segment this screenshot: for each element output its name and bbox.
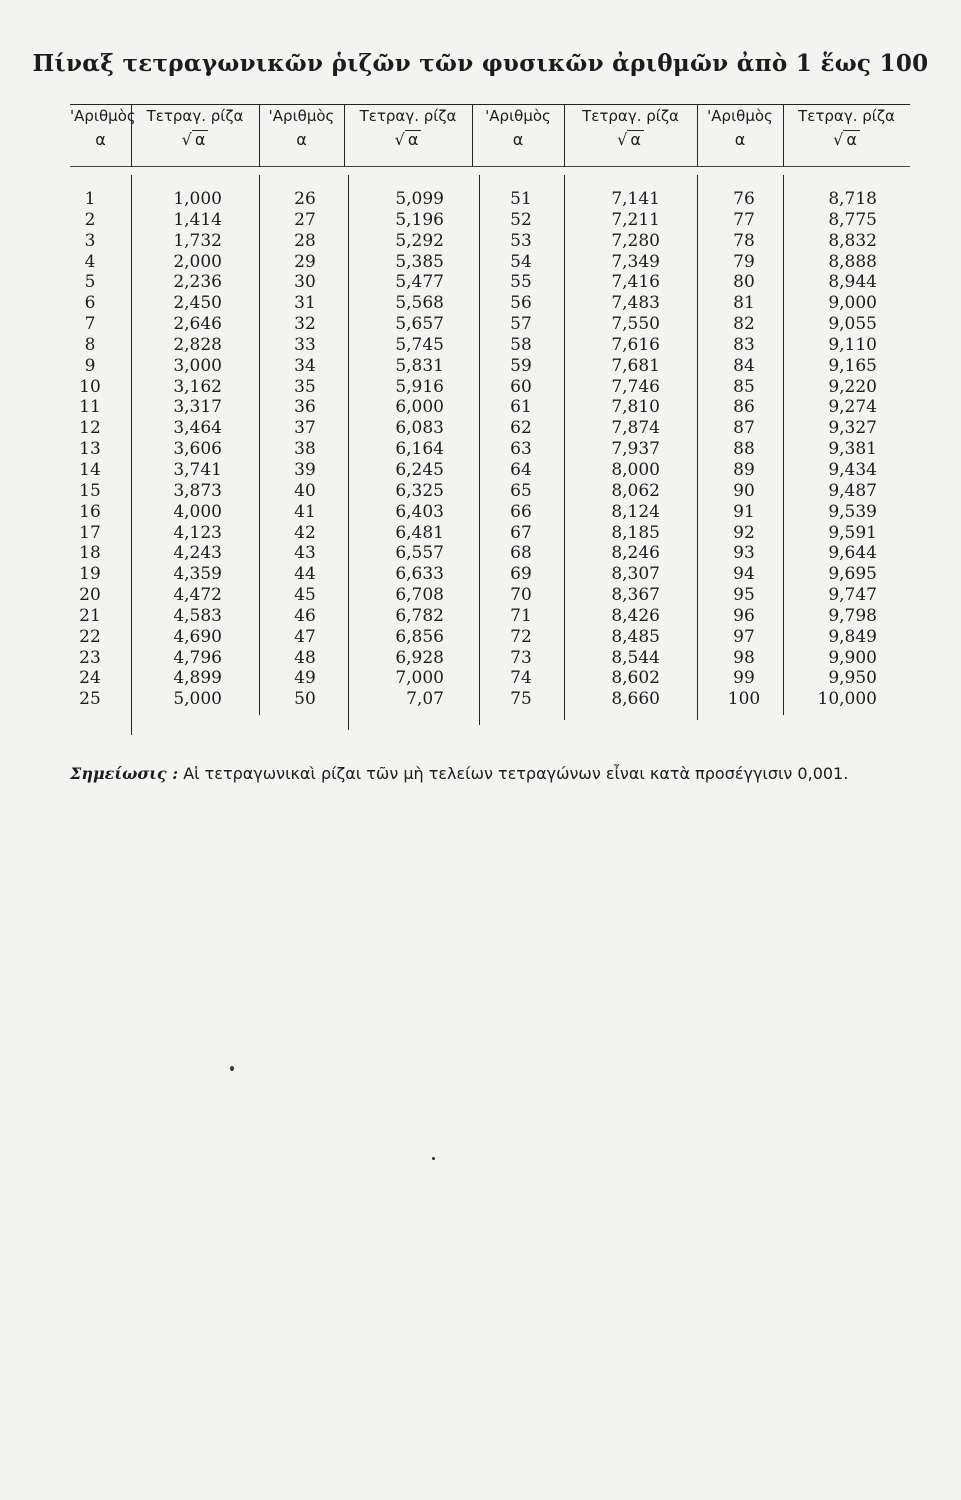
root-cell: 5,657 (395, 314, 444, 335)
root-column (372, 189, 444, 710)
number-cell: 41 (294, 501, 316, 522)
sqrt-symbol: √ α (564, 130, 697, 150)
root-cell: 7,550 (611, 314, 660, 335)
header-root (131, 106, 259, 164)
number-cell: 70 (510, 585, 532, 606)
footnote (70, 760, 920, 788)
number-cell: 9 (84, 355, 96, 376)
number-cell: 86 (733, 397, 755, 418)
root-cell: 7,141 (611, 189, 660, 209)
number-cell: 42 (294, 522, 316, 543)
number-cell: 88 (733, 439, 755, 460)
root-cell: 9,539 (828, 501, 877, 522)
root-cell: 3,317 (173, 397, 222, 418)
root-cell: 7,280 (611, 230, 660, 251)
header-number-label: 'Αριθμὸς (70, 107, 136, 125)
root-cell: 8,124 (611, 501, 660, 522)
root-cell: 9,900 (828, 647, 877, 668)
header-number (259, 106, 344, 164)
number-cell: 98 (733, 647, 755, 668)
number-cell: 65 (510, 480, 532, 501)
root-cell: 5,099 (395, 189, 444, 209)
number-cell: 84 (733, 355, 755, 376)
root-cell: 6,856 (395, 626, 444, 647)
root-cell: 8,718 (828, 189, 877, 209)
number-cell: 69 (510, 564, 532, 585)
header-number-label: 'Αριθμὸς (485, 107, 551, 125)
root-cell: 3,464 (173, 418, 222, 439)
number-cell: 37 (294, 418, 316, 439)
page-title: Πίναξ τετραγωνικῶν ῥιζῶν τῶν φυσικῶν ἀριθμῶν ἀπὸ 1 ἕως 100 (32, 50, 929, 77)
root-cell: 7,616 (611, 334, 660, 355)
root-cell: 4,583 (173, 605, 222, 626)
root-cell: 5,196 (395, 209, 444, 230)
number-column (70, 189, 110, 710)
header-number-symbol: α (296, 130, 307, 149)
number-column (283, 189, 327, 710)
number-cell: 2 (84, 209, 96, 230)
number-cell: 58 (510, 334, 532, 355)
root-cell: 9,381 (828, 439, 877, 460)
number-cell: 67 (510, 522, 532, 543)
root-cell: 4,359 (173, 564, 222, 585)
root-cell: 6,000 (395, 397, 444, 418)
column-divider (783, 175, 784, 715)
root-cell: 8,888 (828, 251, 877, 272)
number-cell: 64 (510, 459, 532, 480)
root-cell: 9,487 (828, 480, 877, 501)
number-cell: 31 (294, 293, 316, 314)
number-cell: 33 (294, 334, 316, 355)
number-cell: 48 (294, 647, 316, 668)
number-cell: 80 (733, 272, 755, 293)
number-cell: 91 (733, 501, 755, 522)
number-cell: 19 (79, 564, 101, 585)
number-cell: 83 (733, 334, 755, 355)
root-cell: 8,544 (611, 647, 660, 668)
root-cell: 7,681 (611, 355, 660, 376)
root-cell: 6,403 (395, 501, 444, 522)
root-cell: 6,633 (395, 564, 444, 585)
root-cell: 8,426 (611, 605, 660, 626)
root-cell: 6,245 (395, 459, 444, 480)
number-cell: 22 (79, 626, 101, 647)
number-cell: 77 (733, 209, 755, 230)
number-cell: 5 (84, 272, 96, 293)
root-cell: 5,745 (395, 334, 444, 355)
number-cell: 50 (294, 689, 316, 710)
root-cell: 5,916 (395, 376, 444, 397)
root-cell: 7,746 (611, 376, 660, 397)
header-root-label: Τετραγ. ρίζα (359, 107, 457, 125)
number-cell: 93 (733, 543, 755, 564)
header-number-symbol: α (512, 130, 524, 149)
root-cell: 5,292 (395, 230, 444, 251)
root-cell: 9,165 (828, 355, 877, 376)
number-cell: 8 (84, 334, 96, 355)
number-cell: 29 (294, 251, 316, 272)
number-cell: 60 (510, 376, 532, 397)
root-cell: 2,646 (173, 314, 222, 335)
header-number-label: 'Αριθμὸς (707, 107, 773, 125)
sqrt-symbol: √ α (783, 130, 910, 150)
number-cell: 12 (79, 418, 101, 439)
number-cell: 61 (510, 397, 532, 418)
root-cell: 5,385 (395, 251, 444, 272)
number-cell: 34 (294, 355, 316, 376)
scan-speck (432, 1157, 435, 1160)
number-cell: 51 (510, 189, 532, 209)
sqrt-symbol: √ α (344, 130, 472, 150)
number-cell: 40 (294, 480, 316, 501)
header-number-symbol: α (95, 130, 106, 149)
number-cell: 13 (79, 439, 101, 460)
number-cell: 30 (294, 272, 316, 293)
root-cell: 9,798 (828, 605, 877, 626)
root-cell: 6,782 (395, 605, 444, 626)
scan-speck (230, 1066, 234, 1071)
root-cell: 4,796 (173, 647, 222, 668)
root-column (150, 189, 222, 710)
number-cell: 6 (84, 293, 96, 314)
root-column (588, 189, 660, 710)
root-cell: 6,481 (395, 522, 444, 543)
number-cell: 23 (79, 647, 101, 668)
number-cell: 47 (294, 626, 316, 647)
header-number (472, 106, 564, 164)
number-cell: 21 (79, 605, 101, 626)
number-cell: 16 (79, 501, 101, 522)
root-cell: 9,055 (828, 314, 877, 335)
header-number (70, 106, 136, 164)
number-cell: 3 (84, 230, 96, 251)
number-cell: 10 (79, 376, 101, 397)
number-cell: 94 (733, 564, 755, 585)
root-cell: 2,828 (173, 334, 222, 355)
number-cell: 87 (733, 418, 755, 439)
number-cell: 66 (510, 501, 532, 522)
number-cell: 79 (733, 251, 755, 272)
sqrt-symbol: √ α (131, 130, 259, 150)
number-cell: 90 (733, 480, 755, 501)
header-number (697, 106, 783, 164)
root-cell: 6,557 (395, 543, 444, 564)
number-cell: 1 (84, 189, 96, 209)
root-cell: 9,434 (828, 459, 877, 480)
number-cell: 49 (294, 668, 316, 689)
number-cell: 53 (510, 230, 532, 251)
root-cell: 8,944 (828, 272, 877, 293)
root-cell: 3,606 (173, 439, 222, 460)
root-cell: 7,349 (611, 251, 660, 272)
column-divider (697, 175, 698, 720)
footnote-label: Σημείωσις : (70, 764, 179, 783)
number-cell: 39 (294, 459, 316, 480)
number-column (499, 189, 543, 710)
root-cell: 9,747 (828, 585, 877, 606)
number-cell: 38 (294, 439, 316, 460)
root-cell: 9,591 (828, 522, 877, 543)
number-cell: 4 (84, 251, 96, 272)
header-root (783, 106, 910, 164)
number-cell: 15 (79, 480, 101, 501)
number-cell: 99 (733, 668, 755, 689)
header-root-label: Τετραγ. ρίζα (798, 107, 895, 125)
number-cell: 55 (510, 272, 532, 293)
number-cell: 100 (727, 689, 761, 710)
root-cell: 7,211 (611, 209, 660, 230)
root-cell: 10,000 (817, 689, 877, 710)
number-cell: 71 (510, 605, 532, 626)
root-cell: 9,695 (828, 564, 877, 585)
root-cell: 8,062 (611, 480, 660, 501)
number-cell: 72 (510, 626, 532, 647)
number-cell: 97 (733, 626, 755, 647)
number-cell: 81 (733, 293, 755, 314)
root-cell: 3,741 (173, 459, 222, 480)
number-cell: 95 (733, 585, 755, 606)
number-cell: 46 (294, 605, 316, 626)
number-cell: 28 (294, 230, 316, 251)
header-root-label: Τετραγ. ρίζα (582, 107, 679, 125)
number-cell: 20 (79, 585, 101, 606)
number-cell: 96 (733, 605, 755, 626)
root-cell: 8,185 (611, 522, 660, 543)
number-cell: 62 (510, 418, 532, 439)
root-cell: 1,414 (173, 209, 222, 230)
number-cell: 36 (294, 397, 316, 418)
number-cell: 74 (510, 668, 532, 689)
root-cell: 9,220 (828, 376, 877, 397)
root-cell: 8,485 (611, 626, 660, 647)
number-cell: 43 (294, 543, 316, 564)
root-cell: 9,950 (828, 668, 877, 689)
root-cell: 9,327 (828, 418, 877, 439)
root-cell: 7,810 (611, 397, 660, 418)
number-cell: 73 (510, 647, 532, 668)
number-cell: 27 (294, 209, 316, 230)
root-cell: 3,162 (173, 376, 222, 397)
root-cell: 3,873 (173, 480, 222, 501)
number-cell: 35 (294, 376, 316, 397)
root-cell: 9,110 (828, 334, 877, 355)
root-cell: 7,000 (395, 668, 444, 689)
column-divider (479, 175, 480, 725)
column-divider (131, 175, 132, 735)
header-root (344, 106, 472, 164)
root-cell: 9,849 (828, 626, 877, 647)
number-column (720, 189, 768, 710)
root-cell: 5,477 (395, 272, 444, 293)
root-cell: 6,708 (395, 585, 444, 606)
root-cell: 9,000 (828, 293, 877, 314)
number-cell: 59 (510, 355, 532, 376)
root-cell: 9,274 (828, 397, 877, 418)
number-cell: 75 (510, 689, 532, 710)
root-cell: 8,246 (611, 543, 660, 564)
column-divider (564, 175, 565, 720)
root-cell: 4,123 (173, 522, 222, 543)
root-cell: 5,831 (395, 355, 444, 376)
header-root (564, 106, 697, 164)
number-cell: 63 (510, 439, 532, 460)
number-cell: 11 (79, 397, 101, 418)
number-cell: 26 (294, 189, 316, 209)
root-cell: 4,899 (173, 668, 222, 689)
number-cell: 54 (510, 251, 532, 272)
footnote-text: Αἱ τετραγωνικαὶ ρίζαι τῶν μὴ τελείων τετραγώνων εἶναι κατὰ προσέγγισιν 0,001. (183, 764, 849, 783)
number-cell: 85 (733, 376, 755, 397)
root-cell: 7,937 (611, 439, 660, 460)
number-cell: 78 (733, 230, 755, 251)
root-cell: 8,307 (611, 564, 660, 585)
root-column (795, 189, 877, 710)
root-cell: 3,000 (173, 355, 222, 376)
number-cell: 45 (294, 585, 316, 606)
number-cell: 14 (79, 459, 101, 480)
root-cell: 4,000 (173, 501, 222, 522)
number-cell: 44 (294, 564, 316, 585)
number-cell: 18 (79, 543, 101, 564)
header-number-label: 'Αριθμὸς (268, 107, 335, 125)
number-cell: 7 (84, 314, 96, 335)
root-cell: 8,660 (611, 689, 660, 710)
root-cell: 5,568 (395, 293, 444, 314)
number-cell: 57 (510, 314, 532, 335)
root-cell: 8,775 (828, 209, 877, 230)
number-cell: 52 (510, 209, 532, 230)
root-cell: 7,416 (611, 272, 660, 293)
root-cell: 7,874 (611, 418, 660, 439)
root-cell: 4,690 (173, 626, 222, 647)
root-cell: 9,644 (828, 543, 877, 564)
root-cell: 8,000 (611, 459, 660, 480)
root-cell: 4,472 (173, 585, 222, 606)
number-cell: 24 (79, 668, 101, 689)
header-number-symbol: α (734, 130, 746, 149)
number-cell: 76 (733, 189, 755, 209)
root-cell: 2,236 (173, 272, 222, 293)
root-cell: 5,000 (173, 689, 222, 710)
root-cell: 6,928 (395, 647, 444, 668)
root-cell: 7,483 (611, 293, 660, 314)
root-cell: 6,083 (395, 418, 444, 439)
table-top-rule (70, 104, 910, 105)
number-cell: 82 (733, 314, 755, 335)
root-cell: 8,602 (611, 668, 660, 689)
number-cell: 56 (510, 293, 532, 314)
number-cell: 68 (510, 543, 532, 564)
root-cell: 6,164 (395, 439, 444, 460)
root-cell: 8,367 (611, 585, 660, 606)
column-divider (259, 175, 260, 715)
table-header-rule (70, 166, 910, 167)
number-cell: 17 (79, 522, 101, 543)
number-cell: 89 (733, 459, 755, 480)
root-cell: 1,000 (173, 189, 222, 209)
root-cell: 7,07 (406, 689, 444, 710)
root-cell: 2,000 (173, 251, 222, 272)
number-cell: 32 (294, 314, 316, 335)
root-cell: 2,450 (173, 293, 222, 314)
root-cell: 4,243 (173, 543, 222, 564)
root-cell: 6,325 (395, 480, 444, 501)
root-cell: 8,832 (828, 230, 877, 251)
root-cell: 1,732 (173, 230, 222, 251)
header-root-label: Τετραγ. ρίζα (146, 107, 244, 125)
column-divider (348, 175, 349, 730)
number-cell: 25 (79, 689, 101, 710)
number-cell: 92 (733, 522, 755, 543)
